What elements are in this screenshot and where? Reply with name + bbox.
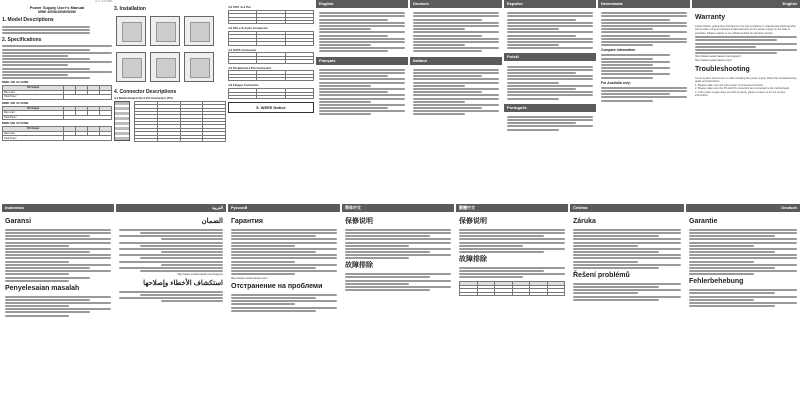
manual-column-install [114, 0, 226, 200]
bottom-column-2 [116, 204, 226, 408]
lang-header: Deutsch [686, 204, 800, 212]
output-table [459, 281, 565, 296]
section-peripheral: 4.5 Peripheral 4 Pin Connector [228, 65, 272, 70]
manual-column-specs [2, 0, 112, 200]
bottom-column-3 [228, 204, 340, 408]
section-sata: 4.4 SATA Connector [228, 47, 257, 52]
spec-table-3: DC Output Max Load Total Power [2, 126, 112, 141]
lang-header: Русский [228, 204, 340, 212]
lang-column-5 [692, 0, 800, 200]
table3-title: MWE 500 V2 500W [2, 121, 29, 126]
website-link[interactable]: http://www.coolermaster.com/ [231, 275, 268, 280]
manual-title: Power Supply User's Manual [29, 5, 85, 11]
warranty-title: 保修说明 [345, 218, 373, 225]
lang-header: 繁體中文 [456, 204, 568, 212]
warranty-title: الضمان [201, 218, 223, 225]
bottom-column-6 [570, 204, 684, 408]
pin-table-peripheral [228, 70, 314, 81]
troubleshoot-title: 故障排除 [345, 262, 373, 270]
warranty-title: Гарантия [231, 218, 263, 225]
troubleshoot-title: Řešení problémů [573, 272, 630, 279]
lang-header: Polski [504, 53, 596, 61]
troubleshoot-title: 故障排除 [459, 256, 487, 264]
top-band [0, 0, 802, 200]
lang-header: العربية [116, 204, 226, 212]
table1-title: MWE 400 V2 400W [2, 80, 29, 85]
bottom-band [0, 204, 802, 408]
lang-header: Čeština [570, 204, 684, 212]
warranty-title: Garansi [5, 218, 32, 225]
weee-notice: 5. WEEE Notice [228, 102, 314, 113]
bottom-column-7 [686, 204, 800, 408]
lang-header: Indonesia [2, 204, 114, 212]
warranty-title: Záruka [573, 218, 596, 225]
lang-column-1 [316, 0, 408, 200]
lang-header: Nederlands [598, 0, 690, 8]
compare-title: Compare information [601, 48, 636, 53]
website-link[interactable]: http://www.coolermaster.com/ [695, 57, 732, 62]
troubleshoot-title: Fehlerbehebung [689, 278, 744, 286]
spec-table-2: DC Output Max Load Total Power [2, 106, 112, 121]
troubleshoot-title: Troubleshooting [695, 66, 750, 74]
lang-header: English [692, 0, 800, 8]
support-link[interactable]: http://www.coolermaster.com/support [177, 272, 223, 277]
bottom-column-4 [342, 204, 454, 408]
pin-table-pcie [228, 31, 314, 46]
section-connector: 4. Connector Descriptions [114, 88, 177, 95]
lang-header: English [316, 0, 408, 8]
warranty-title: Warranty [695, 14, 726, 21]
support-link[interactable]: http://www.coolermaster.com/support [695, 54, 741, 59]
section-model: 1. Model Descriptions [2, 17, 54, 24]
section-connector-sub: 4.1 Motherboard 20+4 Pin Connector (P1) [114, 96, 173, 100]
pin-table-p1 [134, 101, 226, 143]
section-fdd: 4.6 Floppy Connector [228, 83, 259, 88]
page-number: pr-4 / 4v5-PR5 [95, 0, 112, 3]
lang-column-3 [504, 0, 596, 200]
bottom-column-1 [2, 204, 114, 408]
lang-column-4 [598, 0, 690, 200]
lang-header: 简体中文 [342, 204, 454, 212]
pin-table-sata [228, 52, 314, 63]
bottom-column-5 [456, 204, 568, 408]
lang-header: Português [504, 104, 596, 112]
warranty-title: 保修说明 [459, 218, 487, 225]
troubleshoot-step-3: 3. If the power supply does not work properly, please contact us for our service information. [695, 90, 786, 98]
spec-table-1: DC Output Max Load Total Power [2, 85, 112, 100]
section-cpu: 4.2 CPU 4+4 Pin [228, 5, 251, 9]
section-pcie: 4.3 PCI-e 6+2 pin Connector [228, 26, 268, 31]
troubleshoot-title: Penyelesaian masalah [5, 284, 80, 292]
troubleshoot-title: استكشاف الأخطاء وإصلاحها [143, 279, 223, 287]
lang-header: Italiano [410, 57, 502, 65]
manual-column-connectors [228, 0, 314, 200]
lang-header: Français [316, 57, 408, 65]
section-install: 3. Installation [114, 6, 146, 12]
table2-title: MWE 450 V2 450W [2, 100, 29, 105]
lang-header: Español [504, 0, 596, 8]
warranty-title: Garantie [689, 218, 718, 225]
manual-subtitle: MWE 400W/450W/500W [38, 10, 76, 15]
troubleshoot-step-1: 1. Please make sure the main power is connected correctly. [695, 83, 764, 87]
troubleshoot-step-2: 2. Please make sure the P1 and P2 connectors are connected to the motherboard. [695, 87, 790, 91]
pin-table-fdd [228, 88, 314, 99]
section-specs: 2. Specifications [2, 37, 42, 44]
lang-column-2 [410, 0, 502, 200]
lang-header: Deutsch [410, 0, 502, 8]
troubleshoot-text: If your system will not turn on after installing the power supply, follow the troubleshooting guide as listed below: [695, 77, 797, 84]
warranty-text: Cooler Master guarantees this device to be free of defects in material and workmanship, and provide a 5-year hardware limited warranty for the power supply on the date of purchase. Please register to our official website for warranty service. [695, 24, 797, 35]
connector-image [114, 101, 130, 141]
pin-table-cpu [228, 10, 314, 25]
for-australia-title: For Australia only: [601, 80, 631, 85]
troubleshoot-title: Отстранение на проблеми [231, 283, 323, 291]
